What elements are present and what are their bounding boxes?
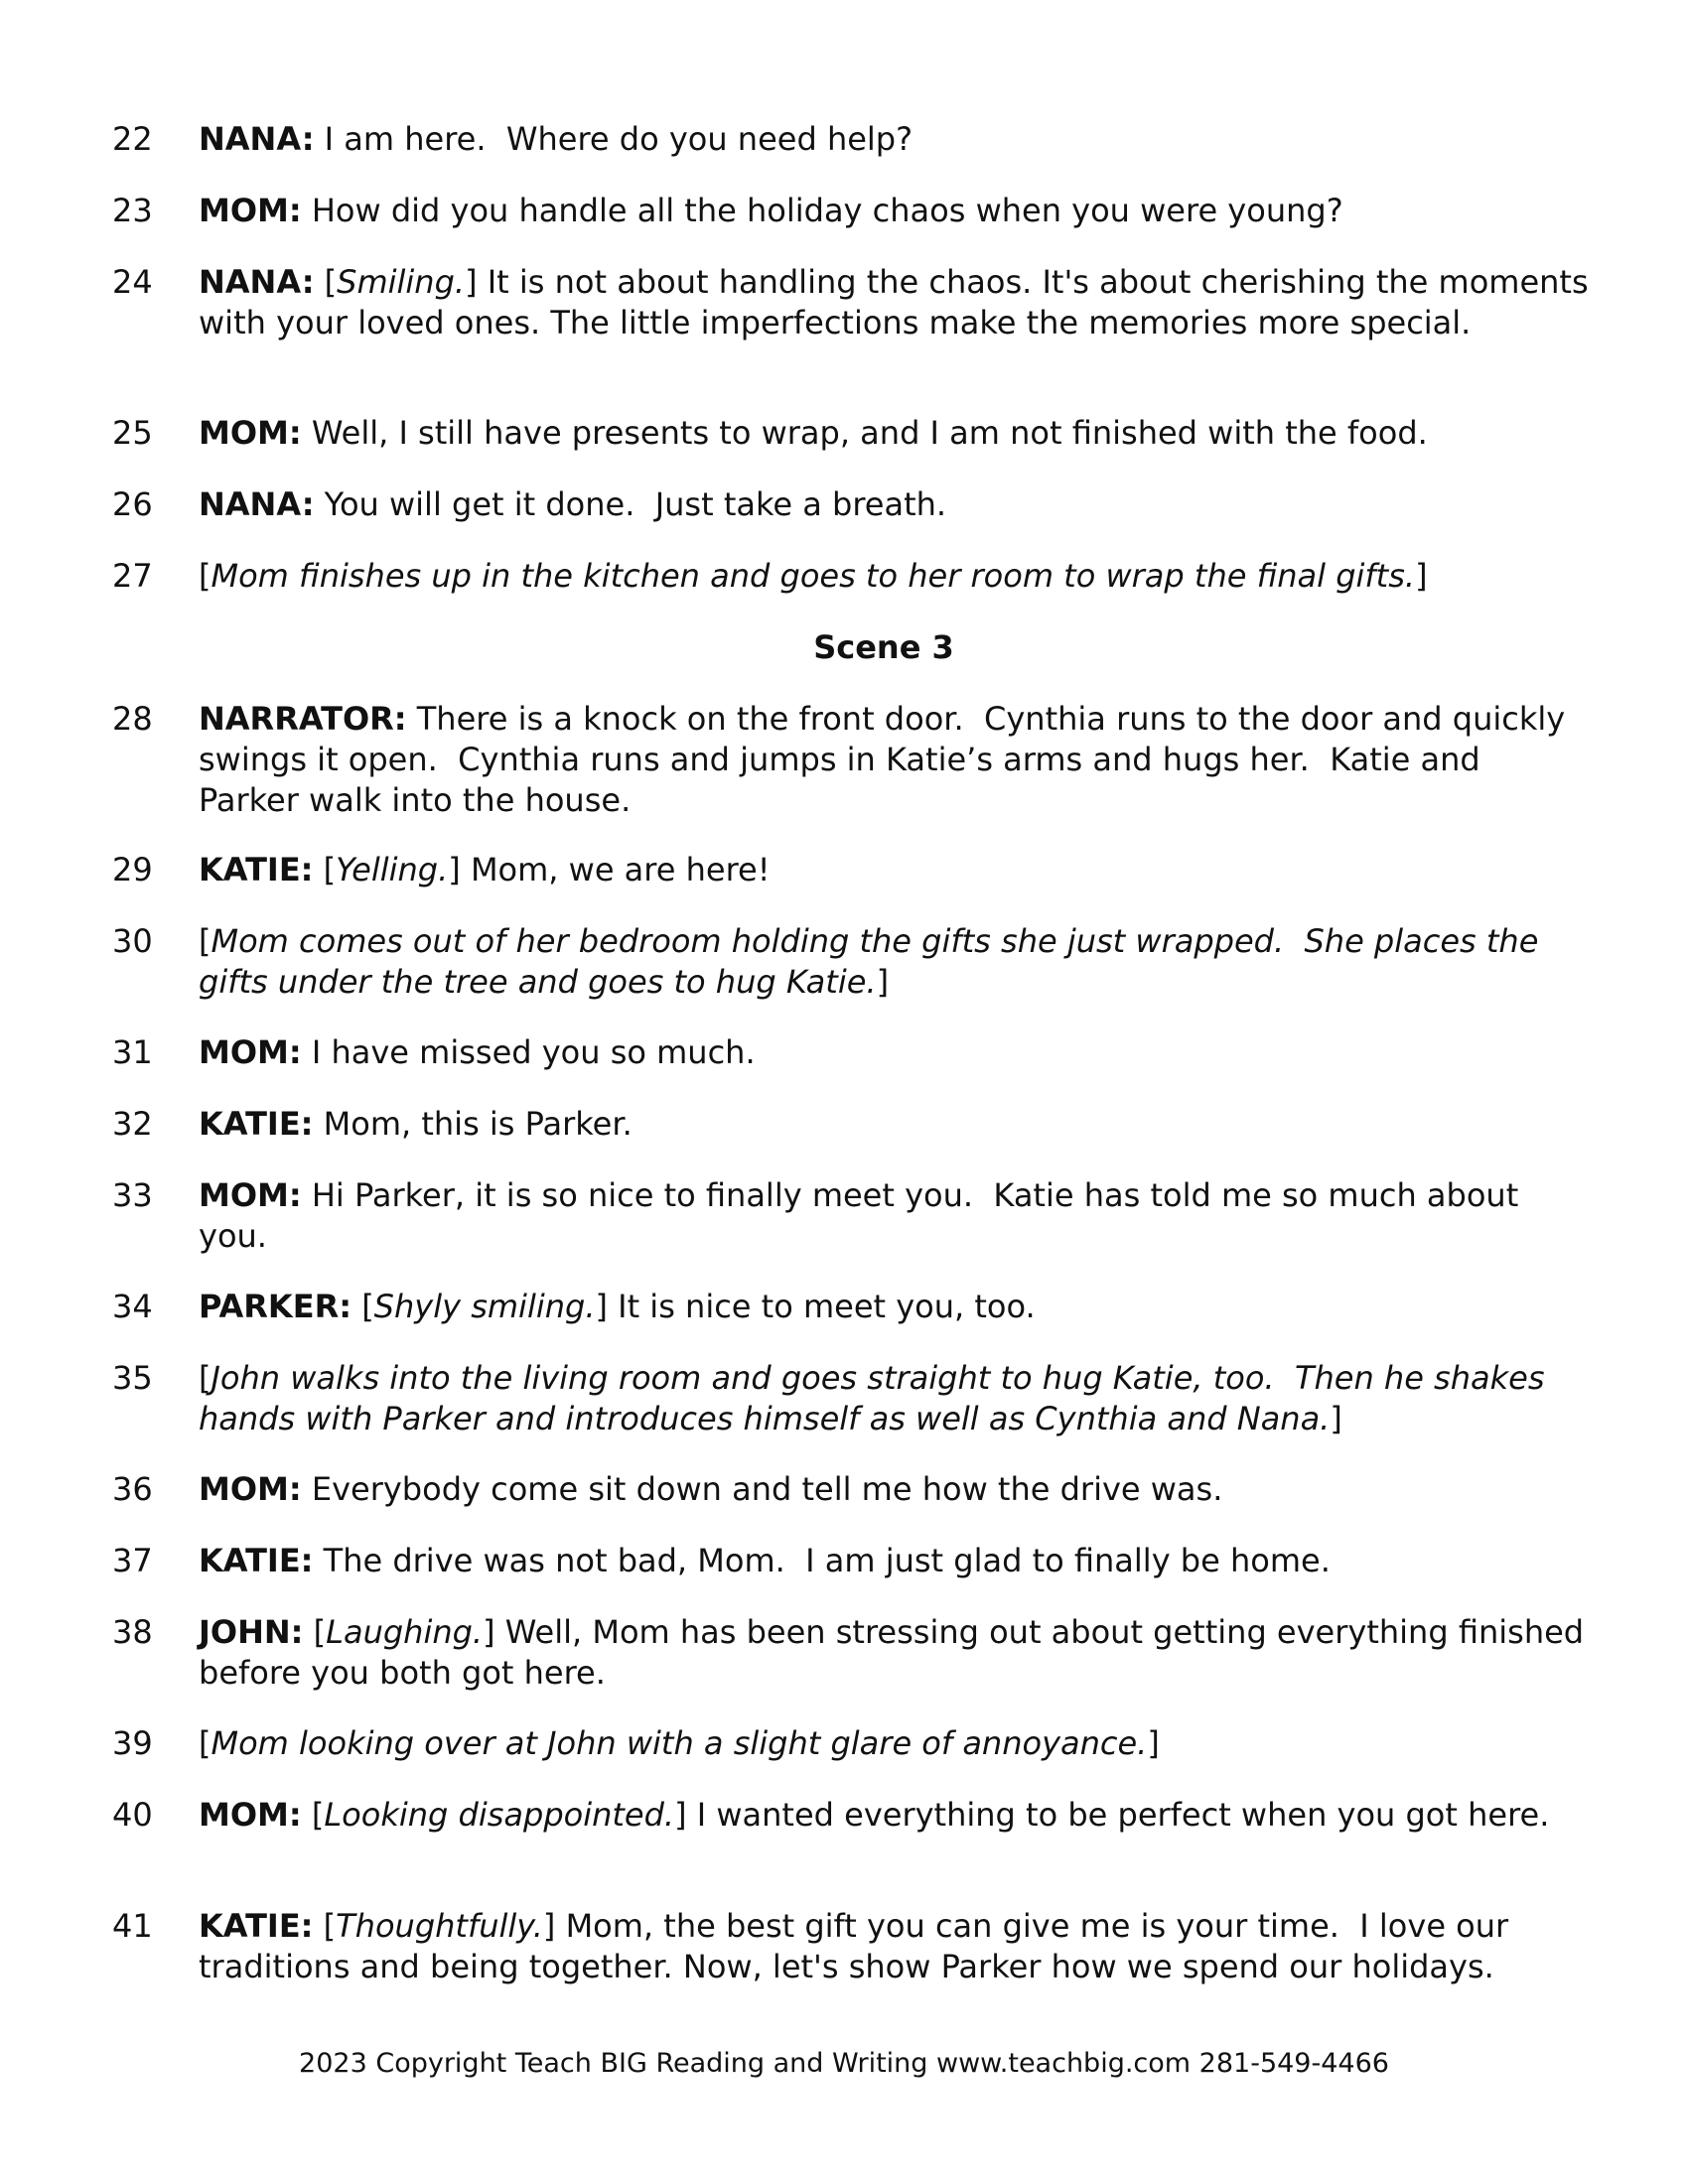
line-text: [199, 484, 1589, 525]
dialogue-text: Everybody come sit down and tell me how the drive was.: [301, 1470, 1223, 1508]
line-text: [199, 1541, 1589, 1581]
dialogue-text: ]: [1330, 1400, 1342, 1437]
line-text: [199, 413, 1589, 454]
line-text: [199, 921, 1589, 1003]
line-text: [199, 1906, 1589, 1987]
dialogue-text: [: [199, 1359, 211, 1397]
speaker-name: MOM:: [199, 1176, 302, 1214]
dialogue-text: [: [303, 1613, 327, 1651]
dialogue-text: ] I wanted everything to be perfect when you got here.: [674, 1796, 1550, 1834]
dialogue-text: ]: [876, 963, 890, 1001]
stage-direction: Smiling.: [337, 263, 466, 301]
line-text: [199, 1104, 1589, 1145]
line-text: [199, 1469, 1589, 1510]
speaker-name: PARKER:: [199, 1288, 352, 1325]
line-text: [199, 1723, 1589, 1764]
dialogue-text: ] Mom, we are here!: [448, 851, 771, 888]
page-footer: 2023 Copyright Teach BIG Reading and Writing www.teachbig.com 281-549-4466: [299, 2048, 1389, 2079]
speaker-name: MOM:: [199, 1033, 302, 1071]
dialogue-text: Mom, this is Parker.: [313, 1105, 633, 1143]
speaker-name: MOM:: [199, 1796, 302, 1834]
line-text: [199, 262, 1599, 343]
stage-direction: Laughing.: [326, 1613, 484, 1651]
line-text: [199, 1795, 1589, 1836]
dialogue-text: You will get it done. Just take a breath.: [314, 485, 947, 523]
speaker-name: NANA:: [199, 120, 315, 158]
line-number: 32: [112, 1105, 153, 1143]
line-number: 33: [112, 1176, 153, 1214]
line-text: [199, 556, 1589, 597]
dialogue-text: ] It is nice to meet you, too.: [595, 1288, 1036, 1325]
line-number: 35: [112, 1359, 153, 1397]
line-number: 28: [112, 700, 153, 738]
dialogue-text: [: [313, 1907, 337, 1945]
speaker-name: NARRATOR:: [199, 700, 407, 738]
speaker-name: KATIE:: [199, 1105, 314, 1143]
line-text: [199, 191, 1589, 231]
line-text: [199, 1358, 1589, 1439]
dialogue-text: I am here. Where do you need help?: [314, 120, 914, 158]
line-number: 38: [112, 1613, 153, 1651]
line-number: 37: [112, 1542, 153, 1579]
dialogue-text: [: [352, 1288, 374, 1325]
speaker-name: KATIE:: [199, 1542, 314, 1579]
line-number: 41: [112, 1907, 153, 1945]
line-text: [199, 850, 1589, 890]
stage-direction: Mom looking over at John with a slight glare of annoyance.: [211, 1724, 1148, 1762]
line-number: 36: [112, 1470, 153, 1508]
line-number: 22: [112, 120, 153, 158]
line-number: 40: [112, 1796, 153, 1834]
dialogue-text: ] Mom, the best gift you can give me is your time. I love our traditions and being together. Now, let's show Parker how we spend our holidays.: [199, 1907, 1519, 1985]
line-number: 30: [112, 922, 153, 960]
line-number: 24: [112, 263, 153, 301]
dialogue-text: There is a knock on the front door. Cynthia runs to the door and quickly swings it open. Cynthia runs and jumps in Katie’s arms and hugs her. Katie and Parker walk into the house.: [199, 700, 1576, 819]
line-number: 25: [112, 414, 153, 452]
stage-direction: Mom finishes up in the kitchen and goes to her room to wrap the final gifts.: [211, 557, 1416, 595]
line-number: 23: [112, 192, 153, 229]
speaker-name: JOHN:: [199, 1613, 304, 1651]
speaker-name: MOM:: [199, 414, 302, 452]
line-text: [199, 1032, 1589, 1073]
line-text: [199, 699, 1589, 821]
dialogue-text: ] It is not about handling the chaos. It's about cherishing the moments with your loved ones. The little imperfections make the memories more special.: [199, 263, 1599, 341]
line-number: 31: [112, 1033, 153, 1071]
speaker-name: KATIE:: [199, 1907, 314, 1945]
stage-direction: Mom comes out of her bedroom holding the gifts she just wrapped. She places the gifts under the tree and goes to hug Katie.: [199, 922, 1549, 1001]
dialogue-text: [: [314, 263, 338, 301]
dialogue-text: ] Well, Mom has been stressing out about getting everything finished before you both got here.: [199, 1613, 1595, 1692]
line-number: 29: [112, 851, 153, 888]
stage-direction: John walks into the living room and goes straight to hug Katie, too. Then he shakes hands with Parker and introduces himself as well as Cynthia and Nana.: [199, 1359, 1555, 1437]
dialogue-text: [: [199, 922, 211, 960]
line-number: 39: [112, 1724, 153, 1762]
line-number: 26: [112, 485, 153, 523]
line-text: [199, 1612, 1595, 1694]
speaker-name: MOM:: [199, 1470, 302, 1508]
dialogue-text: The drive was not bad, Mom. I am just glad to finally be home.: [313, 1542, 1331, 1579]
line-text: [199, 119, 1589, 160]
line-text: [199, 1287, 1589, 1327]
dialogue-text: [: [313, 851, 337, 888]
speaker-name: KATIE:: [199, 851, 314, 888]
dialogue-text: ]: [1147, 1724, 1160, 1762]
dialogue-text: [: [199, 557, 211, 595]
dialogue-text: Hi Parker, it is so nice to finally meet you. Katie has told me so much about you.: [199, 1176, 1529, 1255]
line-text: [199, 1175, 1589, 1257]
speaker-name: NANA:: [199, 485, 315, 523]
dialogue-text: ]: [1415, 557, 1428, 595]
stage-direction: Looking disappointed.: [324, 1796, 675, 1834]
speaker-name: MOM:: [199, 192, 302, 229]
dialogue-text: I have missed you so much.: [301, 1033, 756, 1071]
stage-direction: Thoughtfully.: [336, 1907, 543, 1945]
stage-direction: Yelling.: [336, 851, 449, 888]
dialogue-text: Well, I still have presents to wrap, and I am not finished with the food.: [301, 414, 1428, 452]
speaker-name: NANA:: [199, 263, 315, 301]
stage-direction: Shyly smiling.: [373, 1288, 596, 1325]
line-number: 34: [112, 1288, 153, 1325]
dialogue-text: [: [301, 1796, 325, 1834]
scene-heading: Scene 3: [813, 628, 954, 666]
dialogue-text: [: [199, 1724, 211, 1762]
line-number: 27: [112, 557, 153, 595]
dialogue-text: How did you handle all the holiday chaos when you were young?: [301, 192, 1343, 229]
